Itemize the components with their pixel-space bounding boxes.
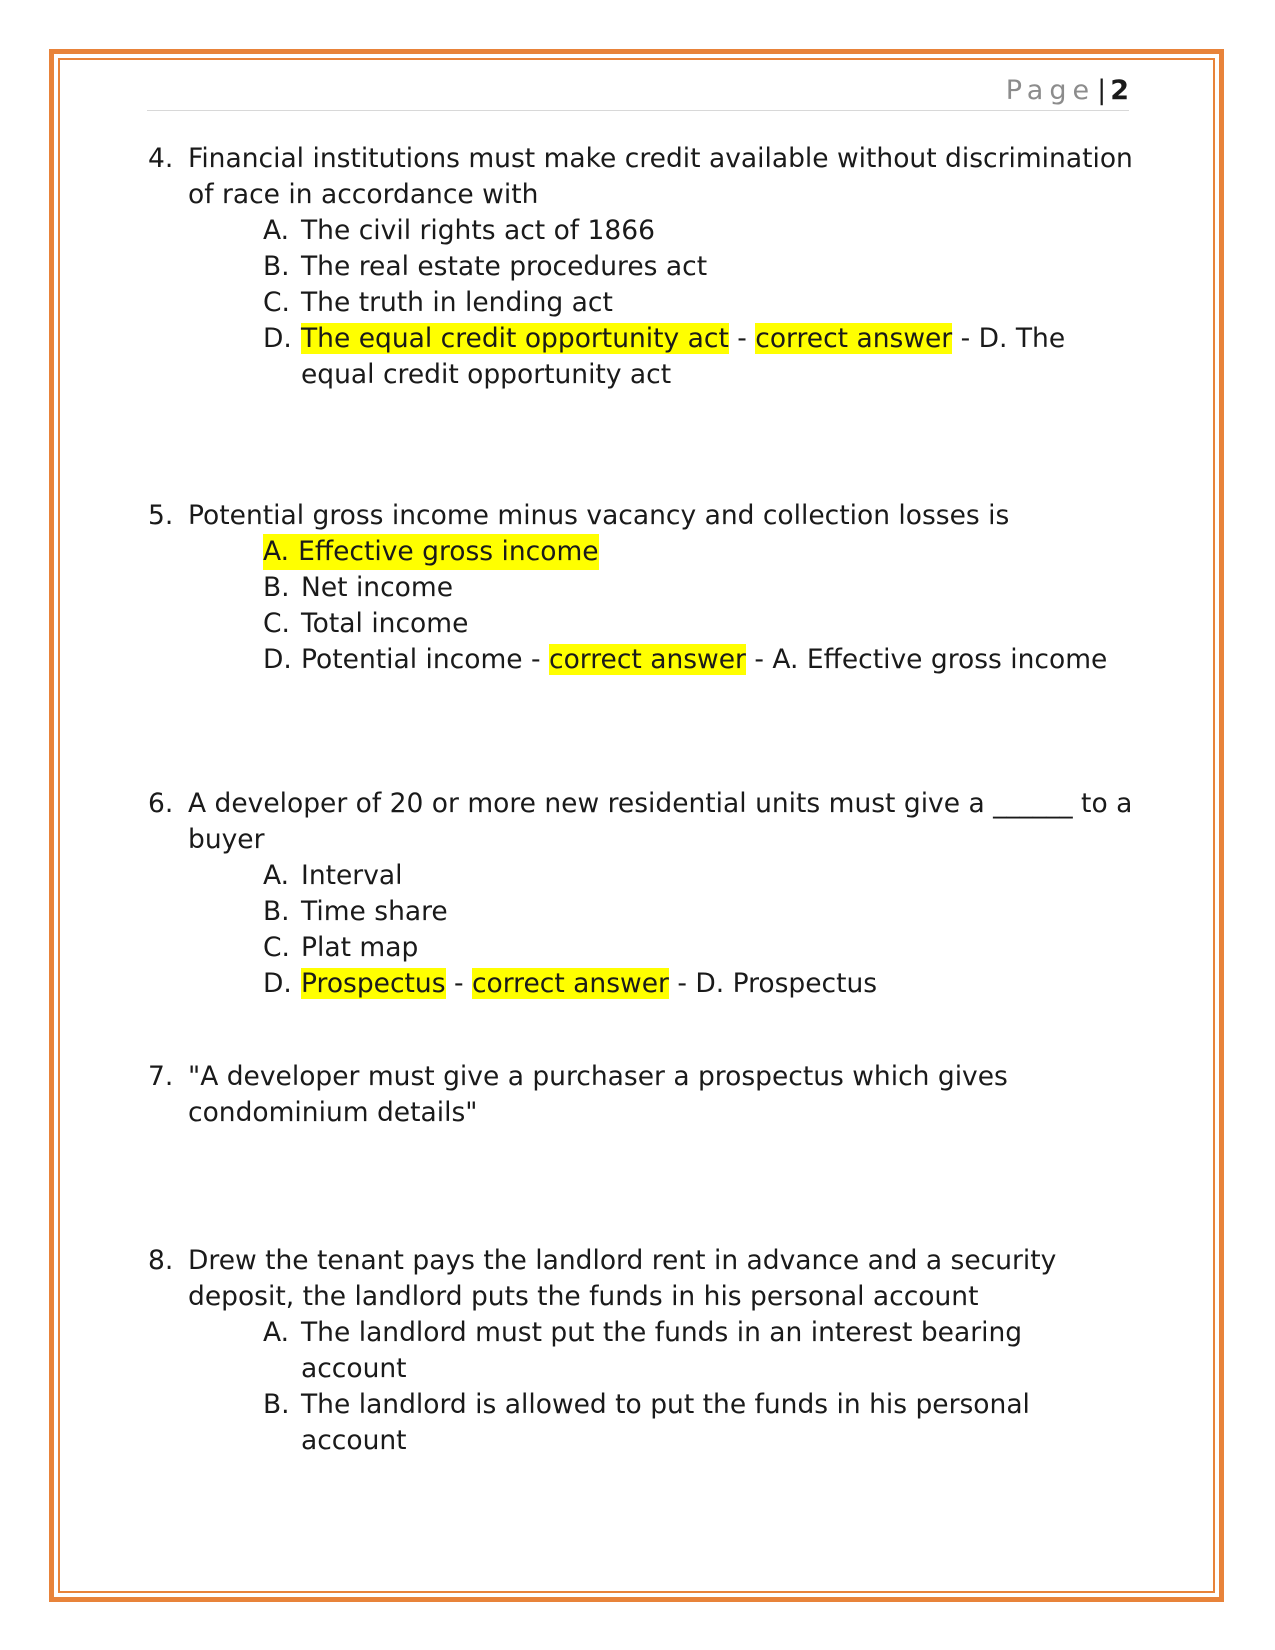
option-d: D. Potential income - correct answer - A. Effective gross income: [263, 644, 1108, 675]
question-text: Potential gross income minus vacancy and collection losses is: [188, 500, 1010, 531]
option-b: B. Time share: [263, 896, 448, 927]
page-header: [147, 72, 1129, 111]
question-number: 4.: [148, 143, 174, 174]
options-list: [263, 1315, 1108, 1459]
option-d: D. Prospectus - correct answer - D. Prospectus: [263, 968, 878, 999]
option-a: A. The landlord must put the funds in an interest bearing account: [263, 1317, 1023, 1384]
question-number: 7.: [148, 1061, 174, 1092]
option-d: D. The equal credit opportunity act - correct answer - D. The equal credit opportunity act: [263, 323, 1066, 390]
question-number: 8.: [148, 1245, 174, 1276]
options-list: [263, 534, 1138, 678]
highlighted-option-text: Effective gross income: [298, 536, 599, 567]
question-6: [148, 786, 1138, 1002]
question-number: 6.: [148, 788, 174, 819]
question-text: Financial institutions must make credit available without discrimination of race in accordance with: [188, 143, 1133, 210]
correct-answer-label: correct answer: [471, 968, 669, 999]
option-b: B. The real estate procedures act: [263, 251, 708, 282]
option-c: C. Plat map: [263, 932, 419, 963]
question-7: [148, 1059, 1008, 1131]
page-label: Page: [1005, 75, 1096, 106]
option-a: A. The civil rights act of 1866: [263, 215, 655, 246]
option-c: C. Total income: [263, 608, 469, 639]
options-list: [263, 213, 1138, 393]
option-c: C. The truth in lending act: [263, 287, 613, 318]
correct-answer-text: - D. The equal credit opportunity act: [301, 323, 1066, 390]
correct-answer-label: correct answer: [549, 644, 746, 675]
question-4: [148, 141, 1138, 393]
question-8: [148, 1243, 1108, 1459]
question-number: 5.: [148, 500, 174, 531]
question-text: "A developer must give a purchaser a prospectus which gives condominium details": [188, 1061, 1008, 1128]
option-b: B. The landlord is allowed to put the funds in his personal account: [263, 1389, 1030, 1456]
highlighted-option-text: The equal credit opportunity act: [301, 323, 729, 354]
options-list: [263, 858, 1138, 1002]
page-number: 2: [1110, 75, 1129, 106]
option-a: A. Effective gross income: [263, 534, 1138, 570]
question-text: Drew the tenant pays the landlord rent in advance and a security deposit, the landlord puts the funds in his personal account: [188, 1245, 1057, 1312]
highlighted-option-text: Prospectus: [301, 968, 446, 999]
question-text: A developer of 20 or more new residential units must give a ______ to a buyer: [188, 788, 1133, 855]
correct-answer-label: correct answer: [755, 323, 953, 354]
page-separator: |: [1097, 75, 1107, 106]
question-5: [148, 498, 1138, 678]
option-a: A. Interval: [263, 860, 403, 891]
correct-answer-text: - A. Effective gross income: [745, 644, 1108, 675]
option-b: B. Net income: [263, 572, 453, 603]
correct-answer-text: - D. Prospectus: [668, 968, 878, 999]
